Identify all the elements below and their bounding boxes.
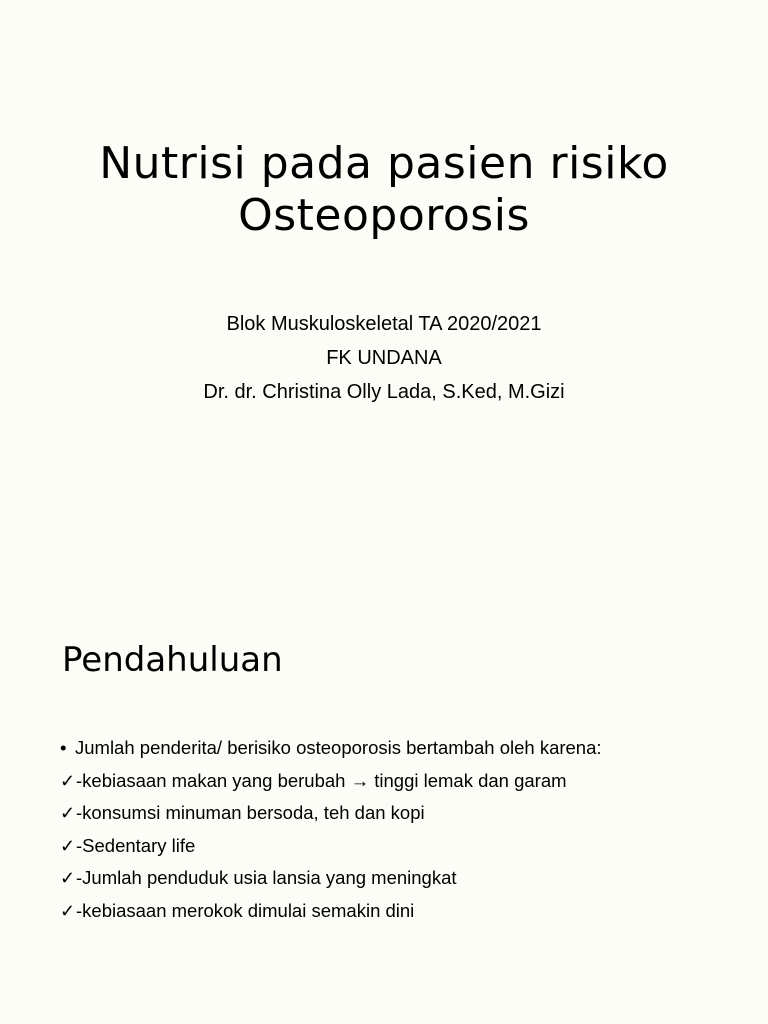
content-slide — [0, 560, 768, 1024]
list-item-text: -Jumlah penduduk usia lansia yang meningkat — [76, 867, 457, 888]
section-heading: Pendahuluan — [62, 640, 283, 680]
slide-title — [0, 138, 768, 242]
slide-subtitle — [0, 307, 768, 409]
bullet-icon: • — [60, 737, 67, 758]
course-name: Blok Muskuloskeletal TA 2020/2021 — [226, 313, 542, 335]
list-item — [60, 862, 740, 895]
list-item-text: -Sedentary life — [76, 834, 196, 856]
author: Dr. dr. Christina Olly Lada, S.Ked, M.Gizi — [203, 381, 565, 403]
institution: FK UNDANA — [326, 347, 442, 369]
list-item — [60, 797, 740, 830]
list-item — [60, 765, 740, 798]
bullet-list — [60, 732, 740, 927]
checkmark-icon: ✓ — [60, 803, 76, 823]
checkmark-icon: ✓ — [60, 900, 76, 921]
checkmark-icon: ✓ — [60, 835, 76, 856]
list-item-text: -kebiasaan merokok dimulai semakin dini — [76, 899, 415, 921]
list-item-text: -konsumsi minuman bersoda, teh dan kopi — [76, 802, 425, 823]
checkmark-icon: ✓ — [60, 868, 76, 888]
list-item-text: -kebiasaan makan yang berubah → tinggi lemak dan garam — [76, 769, 567, 791]
list-item — [60, 895, 740, 928]
title-line: Nutrisi pada pasien risiko — [99, 138, 669, 189]
checkmark-icon: ✓ — [60, 770, 76, 791]
list-item-text: Jumlah penderita/ berisiko osteoporosis bertambah oleh karena: — [75, 737, 602, 758]
title-line: Osteoporosis — [238, 190, 530, 241]
list-item — [60, 830, 740, 863]
list-item — [60, 732, 740, 765]
